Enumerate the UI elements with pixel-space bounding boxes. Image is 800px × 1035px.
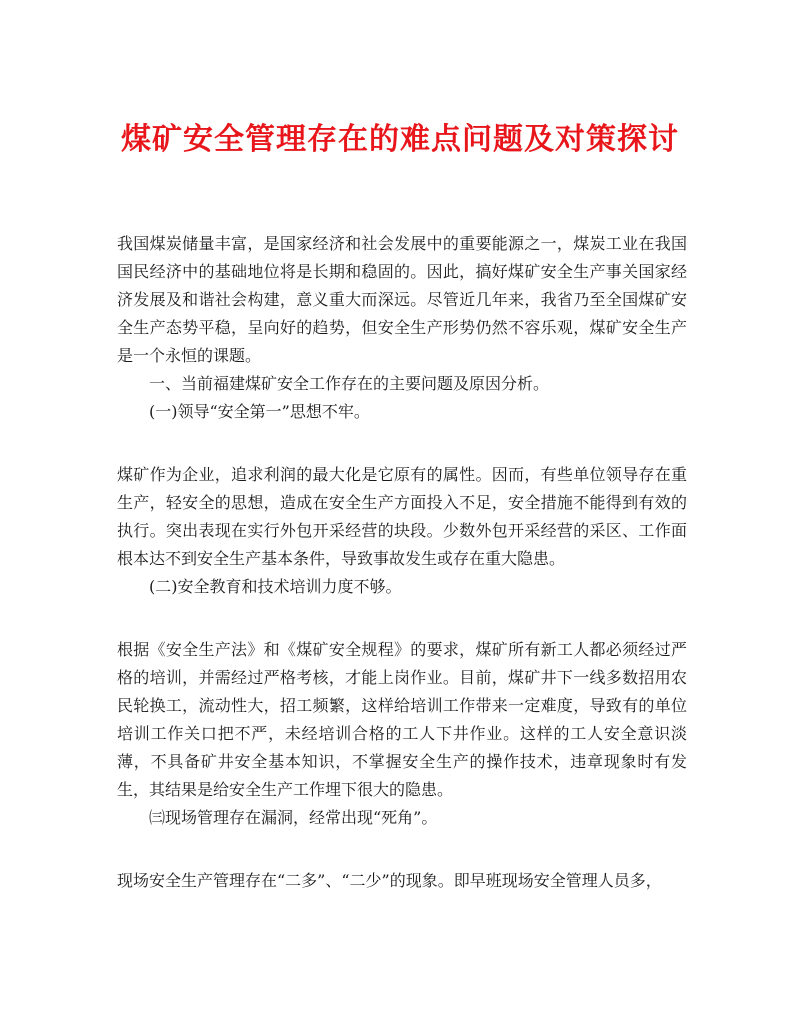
subsection-heading-1: (一)领导“安全第一”思想不牢。	[149, 402, 370, 421]
subsection-heading-3: ㈢现场管理存在漏洞，经常出现“死角”。	[149, 808, 438, 827]
document-body	[117, 230, 687, 895]
paragraph-leadership: 煤矿作为企业，追求利润的最大化是它原有的属性。因而，有些单位领导存在重生产，轻安全的思想，造成在安全生产方面投入不足，安全措施不能得到有效的执行。突出表现在实行外包开采经营的块段。少数外包开采经营的采区、工作面根本达不到安全生产基本条件，导致事故发生或存在重大隐患。	[117, 465, 687, 568]
section-heading-1: 一、当前福建煤矿安全工作存在的主要问题及原因分析。	[149, 374, 550, 393]
paragraph-site-management: 现场安全生产管理存在“二多”、“二少”的现象。即早班现场安全管理人员多，	[117, 871, 662, 890]
subsection-heading-2: (二)安全教育和技术培训力度不够。	[149, 577, 402, 596]
paragraph-intro: 我国煤炭储量丰富，是国家经济和社会发展中的重要能源之一，煤炭工业在我国国民经济中的基础地位将是长期和稳固的。因此，搞好煤矿安全生产事关国家经济发展及和谐社会构建，意义重大而深远。尽管近几年来，我省乃至全国煤矿安全生产态势平稳，呈向好的趋势，但安全生产形势仍然不容乐观，煤矿安全生产是一个永恒的课题。	[117, 234, 687, 365]
paragraph-training: 根据《安全生产法》和《煤矿安全规程》的要求，煤矿所有新工人都必须经过严格的培训，并需经过严格考核，才能上岗作业。目前，煤矿井下一线多数招用农民轮换工，流动性大，招工频繁，这样给培训工作带来一定难度，导致有的单位培训工作关口把不严，未经培训合格的工人下井作业。这样的工人安全意识淡薄，不具备矿井安全基本知识，不掌握安全生产的操作技术，违章现象时有发生，其结果是给安全生产工作埋下很大的隐患。	[117, 640, 687, 799]
document-title: 煤矿安全管理存在的难点问题及对策探讨	[121, 122, 679, 158]
